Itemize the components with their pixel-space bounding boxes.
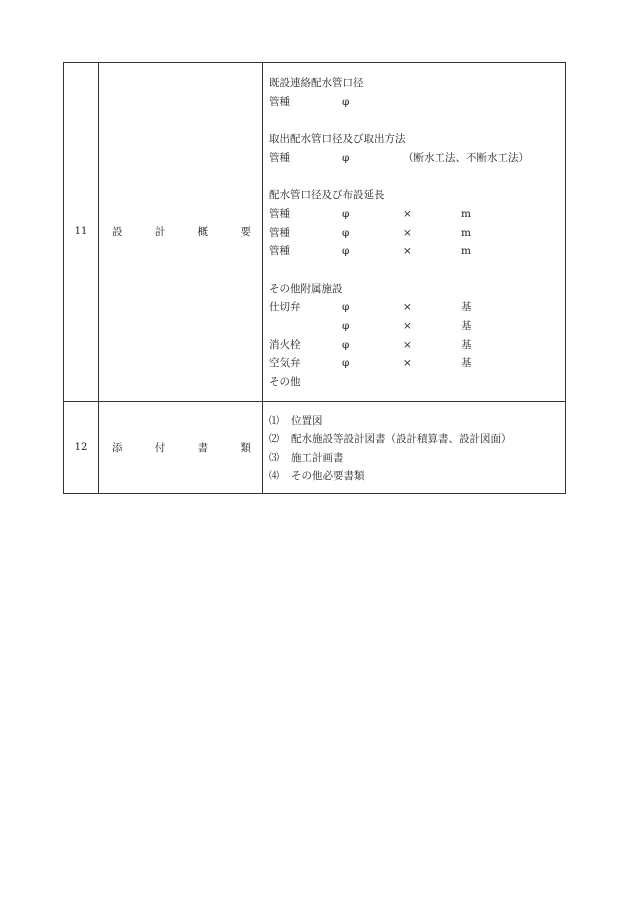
row-number: 12	[64, 401, 99, 493]
table-row-12	[64, 401, 566, 493]
spec-line	[269, 317, 565, 336]
times-symbol: ×	[403, 226, 412, 239]
pipe-kind: 管種	[269, 95, 290, 108]
times-symbol: ×	[403, 245, 412, 258]
spec-line	[269, 354, 565, 373]
label-char: 要	[240, 226, 251, 239]
spec-line	[269, 298, 565, 317]
diameter-symbol: φ	[342, 245, 350, 258]
diameter-symbol: φ	[342, 319, 350, 332]
item-number: ⑵	[269, 434, 279, 446]
row-label	[99, 440, 262, 455]
label-char: 付	[154, 441, 166, 454]
spec-line	[269, 242, 565, 261]
section-heading: 既設連絡配水管口径	[269, 77, 364, 89]
unit: 基	[461, 301, 472, 314]
spec-line	[269, 224, 565, 243]
item-number: ⑴	[269, 415, 279, 427]
spec-line	[269, 336, 565, 355]
row-number: 11	[64, 63, 99, 402]
unit: 基	[461, 357, 472, 370]
spec-line	[269, 205, 565, 224]
item-number: ⑷	[269, 471, 279, 483]
item-number: ⑶	[269, 452, 279, 464]
section-heading: 配水管口径及び布設延長	[269, 189, 385, 202]
label-char: 計	[154, 226, 166, 239]
facility-kind: 消火栓	[269, 338, 301, 351]
list-item	[269, 467, 565, 486]
diameter-symbol: φ	[342, 301, 350, 314]
facility-kind: 仕切弁	[269, 301, 301, 314]
method-note: （断水工法、不断水工法）	[403, 151, 529, 164]
times-symbol: ×	[403, 301, 412, 314]
unit: 基	[461, 319, 472, 332]
unit: 基	[461, 338, 472, 351]
row-label	[99, 224, 262, 239]
facility-kind: 空気弁	[269, 357, 301, 370]
item-text: 施工計画書	[291, 451, 344, 464]
label-char: 類	[240, 441, 251, 454]
form-table	[63, 62, 566, 494]
times-symbol: ×	[403, 207, 412, 220]
label-char: 設	[112, 226, 123, 239]
unit: m	[461, 226, 471, 239]
list-item	[269, 430, 565, 449]
diameter-symbol: φ	[342, 151, 350, 164]
label-char: 概	[197, 226, 209, 239]
diameter-symbol: φ	[342, 357, 350, 370]
times-symbol: ×	[403, 357, 412, 370]
design-overview-cell	[263, 63, 566, 402]
list-item	[269, 412, 565, 431]
times-symbol: ×	[403, 319, 412, 332]
pipe-kind: 管種	[269, 151, 290, 164]
row-label-cell	[99, 401, 263, 493]
times-symbol: ×	[403, 338, 412, 351]
diameter-symbol: φ	[342, 338, 350, 351]
attachments-cell	[263, 401, 566, 493]
label-char: 添	[112, 441, 123, 454]
diameter-symbol: φ	[342, 226, 350, 239]
other-facilities: その他	[269, 376, 301, 388]
pipe-kind: 管種	[269, 207, 290, 220]
spec-line	[269, 149, 565, 168]
unit: m	[461, 207, 471, 220]
section-heading: その他附属施設	[269, 282, 343, 295]
pipe-kind: 管種	[269, 226, 290, 239]
item-text: その他必要書類	[291, 470, 365, 483]
pipe-kind: 管種	[269, 245, 290, 258]
table-row-11	[64, 63, 566, 402]
diameter-symbol: φ	[342, 95, 350, 108]
spec-line	[269, 93, 565, 112]
section-heading: 取出配水管口径及び取出方法	[269, 133, 406, 146]
unit: m	[461, 245, 471, 258]
row-label-cell	[99, 63, 263, 402]
item-text: 位置図	[291, 414, 323, 427]
diameter-symbol: φ	[342, 207, 350, 220]
label-char: 書	[197, 441, 209, 454]
item-text: 配水施設等設計図書（設計積算書、設計図面）	[291, 433, 512, 446]
list-item	[269, 449, 565, 468]
